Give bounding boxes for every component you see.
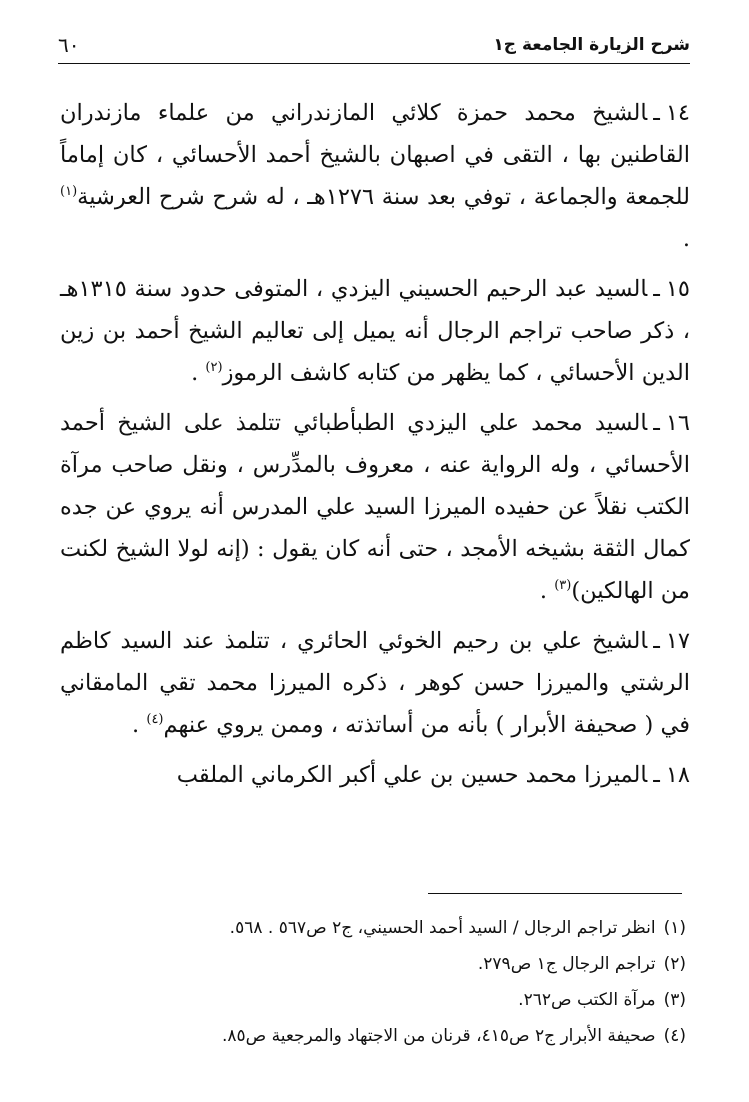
entry-number: ١٥	[665, 276, 690, 302]
footnote-rule	[428, 893, 682, 894]
entry-tail: .	[539, 578, 555, 604]
footnote-text: مرآة الكتب ص٢٦٢.	[518, 990, 656, 1010]
footnote-text: انظر تراجم الرجال / السيد أحمد الحسيني، ج٢ ص٥٦٧ . ٥٦٨.	[229, 918, 656, 938]
footnote-text: صحيفة الأبرار ج٢ ص٤١٥، قرنان من الاجتهاد والمرجعية ص٨٥.	[221, 1026, 656, 1046]
running-title: شرح الزيارة الجامعة ج١	[493, 35, 690, 55]
entry-number: ١٨	[665, 762, 690, 788]
footnote	[60, 1018, 686, 1054]
footnote	[60, 946, 686, 982]
footnote-reference[interactable]: (٣)	[554, 578, 572, 593]
entry-tail: .	[132, 712, 147, 738]
entry-tail: .	[682, 226, 690, 252]
footnote-reference[interactable]: (١)	[60, 184, 78, 199]
header-rule	[58, 63, 690, 64]
footnote-reference[interactable]: (٢)	[205, 360, 223, 375]
footnote-text: تراجم الرجال ج١ ص٢٧٩.	[477, 954, 656, 974]
footnote	[60, 982, 686, 1018]
page-header	[58, 30, 690, 60]
entry-text: الشيخ محمد حمزة كلائي المازندراني من علماء مازندران القاطنين بها ، التقى في اصبهان بالشيخ أحمد الأحسائي ، كان إماماً للجمعة والجماعة ، توفي بعد سنة ١٢٧٦هـ ، له شرح شرح العرشية	[60, 100, 690, 210]
biography-entry: ١٤ـالشيخ محمد حمزة كلائي المازندراني من علماء مازندران القاطنين بها ، التقى في اصبهان بالشيخ أحمد الأحسائي ، كان إماماً للجمعة والجماعة ، توفي بعد سنة ١٢٧٦هـ ، له شرح شرح العرشية$^{(١)}$ .	[60, 100, 690, 252]
biography-entry: ١٦ـالسيد محمد علي اليزدي الطبأطبائي تتلمذ على الشيخ أحمد الأحسائي ، وله الرواية عنه ، معروف بالمدِّرس ، ونقل صاحب مرآة الكتب نقلاً عن حفيده الميرزا السيد علي المدرس أنه يروي عن جده كمال الثقة بشيخه الأمجد ، حتى أنه كان يقول : (إنه لولا الشيخ لكنت من الهالكين)$^{(٣)}$ .	[60, 410, 690, 604]
footnote-mark: (٢)	[663, 954, 686, 974]
biography-entry: ١٥ـالسيد عبد الرحيم الحسيني اليزدي ، المتوفى حدود سنة ١٣١٥هـ ، ذكر صاحب تراجم الرجال أنه يميل إلى تعاليم الشيخ أحمد بن زين الدين الأحسائي ، كما يظهر من كتابه كاشف الرموز$^{(٢)}$ .	[60, 276, 690, 386]
footnote-mark: (١)	[663, 918, 686, 938]
entry-text: الميرزا محمد حسين بن علي أكبر الكرماني الملقب	[176, 762, 648, 788]
biography-entry: ١٧ـالشيخ علي بن رحيم الخوئي الحائري ، تتلمذ عند السيد كاظم الرشتي والميرزا حسن كوهر ، ذكره الميرزا محمد تقي المامقاني في ( صحيفة الأبرار ) بأنه من أساتذته ، وممن يروي عنهم$^{(٤)}$ .	[60, 628, 690, 738]
entry-text: الشيخ علي بن رحيم الخوئي الحائري ، تتلمذ عند السيد كاظم الرشتي والميرزا حسن كوهر ، ذكره الميرزا محمد تقي المامقاني في ( صحيفة الأبرار ) بأنه من أساتذته ، وممن يروي عنهم	[60, 628, 690, 738]
page-number: ٦٠	[58, 33, 80, 57]
entry-tail: .	[191, 360, 206, 386]
footnote	[60, 910, 686, 946]
entry-text: السيد محمد علي اليزدي الطبأطبائي تتلمذ على الشيخ أحمد الأحسائي ، وله الرواية عنه ، معروف بالمدِّرس ، ونقل صاحب مرآة الكتب نقلاً عن حفيده الميرزا السيد علي المدرس أنه يروي عن جده كمال الثقة بشيخه الأمجد ، حتى أنه كان يقول : (إنه لولا الشيخ لكنت من الهالكين)	[60, 410, 690, 604]
entry-number: ١٦	[665, 410, 690, 436]
footnotes	[60, 910, 686, 1054]
entry-text: السيد عبد الرحيم الحسيني اليزدي ، المتوفى حدود سنة ١٣١٥هـ ، ذكر صاحب تراجم الرجال أنه يميل إلى تعاليم الشيخ أحمد بن زين الدين الأحسائي ، كما يظهر من كتابه كاشف الرموز	[60, 276, 690, 386]
footnote-mark: (٣)	[663, 990, 686, 1010]
entry-number: ١٤	[665, 100, 690, 126]
entry-number: ١٧	[665, 628, 690, 654]
main-text	[60, 92, 690, 804]
footnote-mark: (٤)	[663, 1026, 686, 1046]
biography-entry: ١٨ـالميرزا محمد حسين بن علي أكبر الكرماني الملقب	[176, 762, 690, 788]
footnote-reference[interactable]: (٤)	[146, 712, 164, 727]
